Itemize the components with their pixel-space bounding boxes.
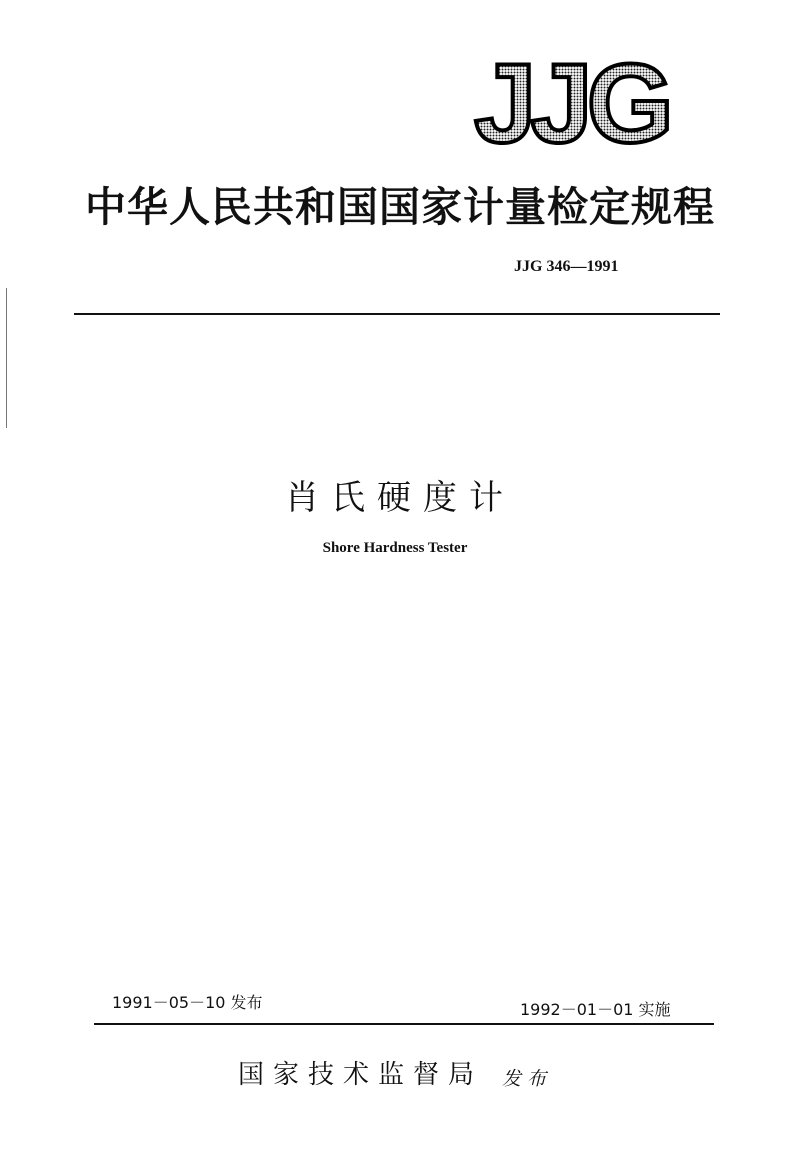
document-title-cn: 肖氏硬度计 xyxy=(285,478,515,518)
publisher-action: 发布 xyxy=(502,1068,553,1090)
implementation-date: 1992－01－01 实施 xyxy=(520,1000,671,1019)
logo-lettering: JJG xyxy=(474,50,668,154)
main-title: 中华人民共和国国家计量检定规程 xyxy=(85,183,715,231)
footer-divider xyxy=(94,1023,714,1025)
issue-date: 1991－05－10 发布 xyxy=(112,993,263,1012)
header-divider xyxy=(74,313,720,315)
document-title-en: Shore Hardness Tester xyxy=(322,540,468,556)
margin-mark xyxy=(6,288,7,428)
publisher: 国家技术监督局 xyxy=(238,1060,484,1090)
jjg-logo xyxy=(462,50,680,154)
standard-number: JJG 346—1991 xyxy=(514,258,619,275)
